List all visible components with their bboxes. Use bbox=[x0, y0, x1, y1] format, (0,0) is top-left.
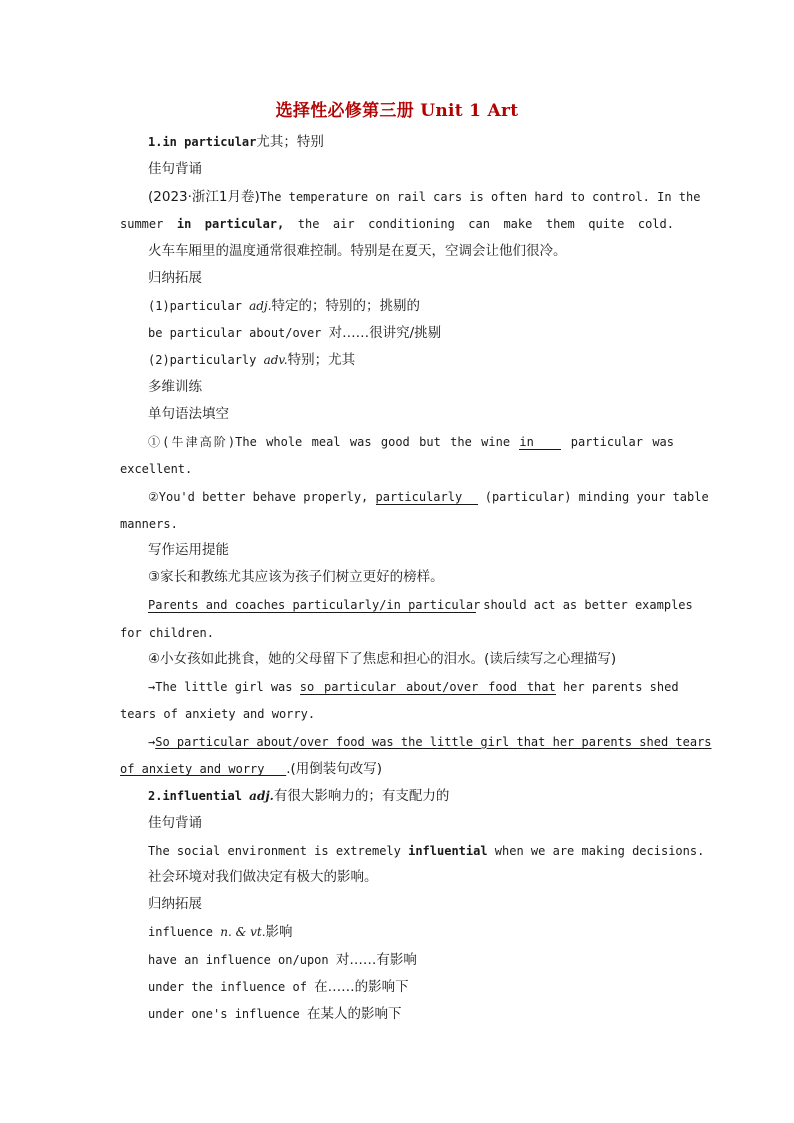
example-line-2 bbox=[120, 216, 674, 232]
example-translation: 社会环境对我们做决定有极大的影响。 bbox=[148, 869, 378, 885]
expand-meaning: 在……的影响下 bbox=[314, 979, 409, 995]
expand-term: under one's influence bbox=[148, 1007, 307, 1021]
question-text: should act as better examples bbox=[476, 598, 693, 612]
expand-item-1 bbox=[148, 924, 674, 940]
section-meaning: 有很大影响力的；有支配力的 bbox=[273, 788, 450, 804]
question-3-prompt: ③家长和教练尤其应该为孩子们树立更好的榜样。 bbox=[148, 569, 444, 585]
example-keyword: influential bbox=[408, 844, 488, 858]
heading-write: 写作运用提能 bbox=[148, 542, 229, 558]
section-term: in particular bbox=[162, 135, 257, 149]
expand-term: (1)particular bbox=[148, 299, 250, 313]
expand-meaning: 特别；尤其 bbox=[287, 352, 356, 368]
example-line bbox=[148, 843, 705, 859]
question-text: her parents shed bbox=[555, 680, 679, 694]
section-meaning: 尤其；特别 bbox=[256, 134, 324, 150]
part-of-speech: adj. bbox=[249, 299, 272, 313]
example-text: The temperature on rail cars is often hard to control. In the bbox=[259, 190, 701, 204]
section-number: 2. bbox=[148, 789, 163, 803]
expand-meaning: 对……有影响 bbox=[335, 952, 417, 968]
example-line-1 bbox=[148, 189, 701, 205]
heading-expand: 归纳拓展 bbox=[148, 270, 202, 286]
expand-item-2 bbox=[148, 952, 674, 968]
expand-item-1 bbox=[148, 298, 674, 314]
example-text: the air conditioning can make them quite cold. bbox=[284, 217, 674, 231]
expand-meaning: 影响 bbox=[265, 924, 293, 940]
example-translation: 火车车厢里的温度通常很难控制。特别是在夏天，空调会让他们很冷。 bbox=[148, 243, 567, 259]
expand-term: (2)particularly bbox=[148, 353, 264, 367]
example-keyword: in particular, bbox=[176, 217, 285, 231]
part-of-speech: adv. bbox=[263, 353, 288, 367]
section-2-heading bbox=[148, 788, 674, 804]
expand-term: under the influence of bbox=[148, 980, 315, 994]
question-3-answer-line bbox=[148, 597, 693, 613]
section-term: influential bbox=[162, 789, 242, 803]
example-text: The social environment is extremely bbox=[148, 844, 409, 858]
example-text: when we are making decisions. bbox=[487, 844, 705, 858]
question-1-cont: excellent. bbox=[120, 462, 193, 476]
answer-blank: particularly bbox=[376, 490, 478, 505]
expand-term: have an influence on/upon bbox=[148, 953, 336, 967]
answer-blank: So particular about/over food was the little girl that her parents shed tears bbox=[155, 735, 712, 749]
expand-term: be particular about/over bbox=[148, 326, 329, 340]
heading-recite: 佳句背诵 bbox=[148, 815, 202, 831]
expand-term: influence bbox=[148, 925, 221, 939]
answer-blank: Parents and coaches particularly/in particular bbox=[148, 598, 481, 612]
question-text: particular was bbox=[561, 435, 674, 449]
question-text: →The little girl was bbox=[148, 680, 300, 694]
answer-blank: in bbox=[519, 435, 561, 450]
question-3-cont: for children. bbox=[120, 626, 214, 640]
question-4-cont: tears of anxiety and worry. bbox=[120, 707, 316, 721]
question-2-cont: manners. bbox=[120, 517, 178, 531]
example-source: (2023·浙江1月卷) bbox=[148, 189, 260, 205]
answer-blank: so particular about/over food that bbox=[299, 680, 556, 694]
answer-blank: of anxiety and worry bbox=[120, 762, 265, 776]
arrow-icon: → bbox=[148, 735, 156, 749]
question-text: ②You'd better behave properly, bbox=[148, 490, 376, 504]
expand-item-4 bbox=[148, 1006, 674, 1022]
expand-item-3 bbox=[148, 352, 674, 368]
question-5-answer-line bbox=[148, 734, 712, 750]
expand-meaning: 在某人的影响下 bbox=[306, 1006, 402, 1022]
question-text: (particular) minding your table bbox=[477, 490, 709, 504]
section-number: 1. bbox=[148, 135, 163, 149]
section-1-heading bbox=[148, 134, 674, 150]
question-4-prompt: ④小女孩如此挑食，她的父母留下了焦虑和担心的泪水。(读后续写之心理描写) bbox=[148, 651, 617, 667]
question-text: ①(牛津高阶)The whole meal was good but the wine bbox=[148, 435, 520, 449]
expand-item-3 bbox=[148, 979, 674, 995]
expand-item-2 bbox=[148, 325, 674, 341]
part-of-speech: adj. bbox=[249, 789, 274, 803]
example-text: summer bbox=[120, 217, 177, 231]
question-4-answer-line bbox=[148, 679, 679, 695]
page-title: 选择性必修第三册 Unit 1 Art bbox=[275, 101, 519, 121]
heading-expand: 归纳拓展 bbox=[148, 896, 202, 912]
question-1 bbox=[148, 434, 674, 450]
expand-meaning: 特定的；特别的；挑剔的 bbox=[271, 298, 421, 314]
question-2 bbox=[148, 489, 709, 505]
heading-fill: 单句语法填空 bbox=[148, 406, 229, 422]
heading-recite: 佳句背诵 bbox=[148, 161, 202, 177]
heading-train: 多维训练 bbox=[148, 379, 202, 395]
question-5-cont bbox=[120, 761, 674, 777]
part-of-speech: n. & vt. bbox=[220, 925, 266, 939]
expand-meaning: 对……很讲究/挑剔 bbox=[328, 325, 442, 341]
question-note: .(用倒装句改写) bbox=[286, 761, 383, 777]
